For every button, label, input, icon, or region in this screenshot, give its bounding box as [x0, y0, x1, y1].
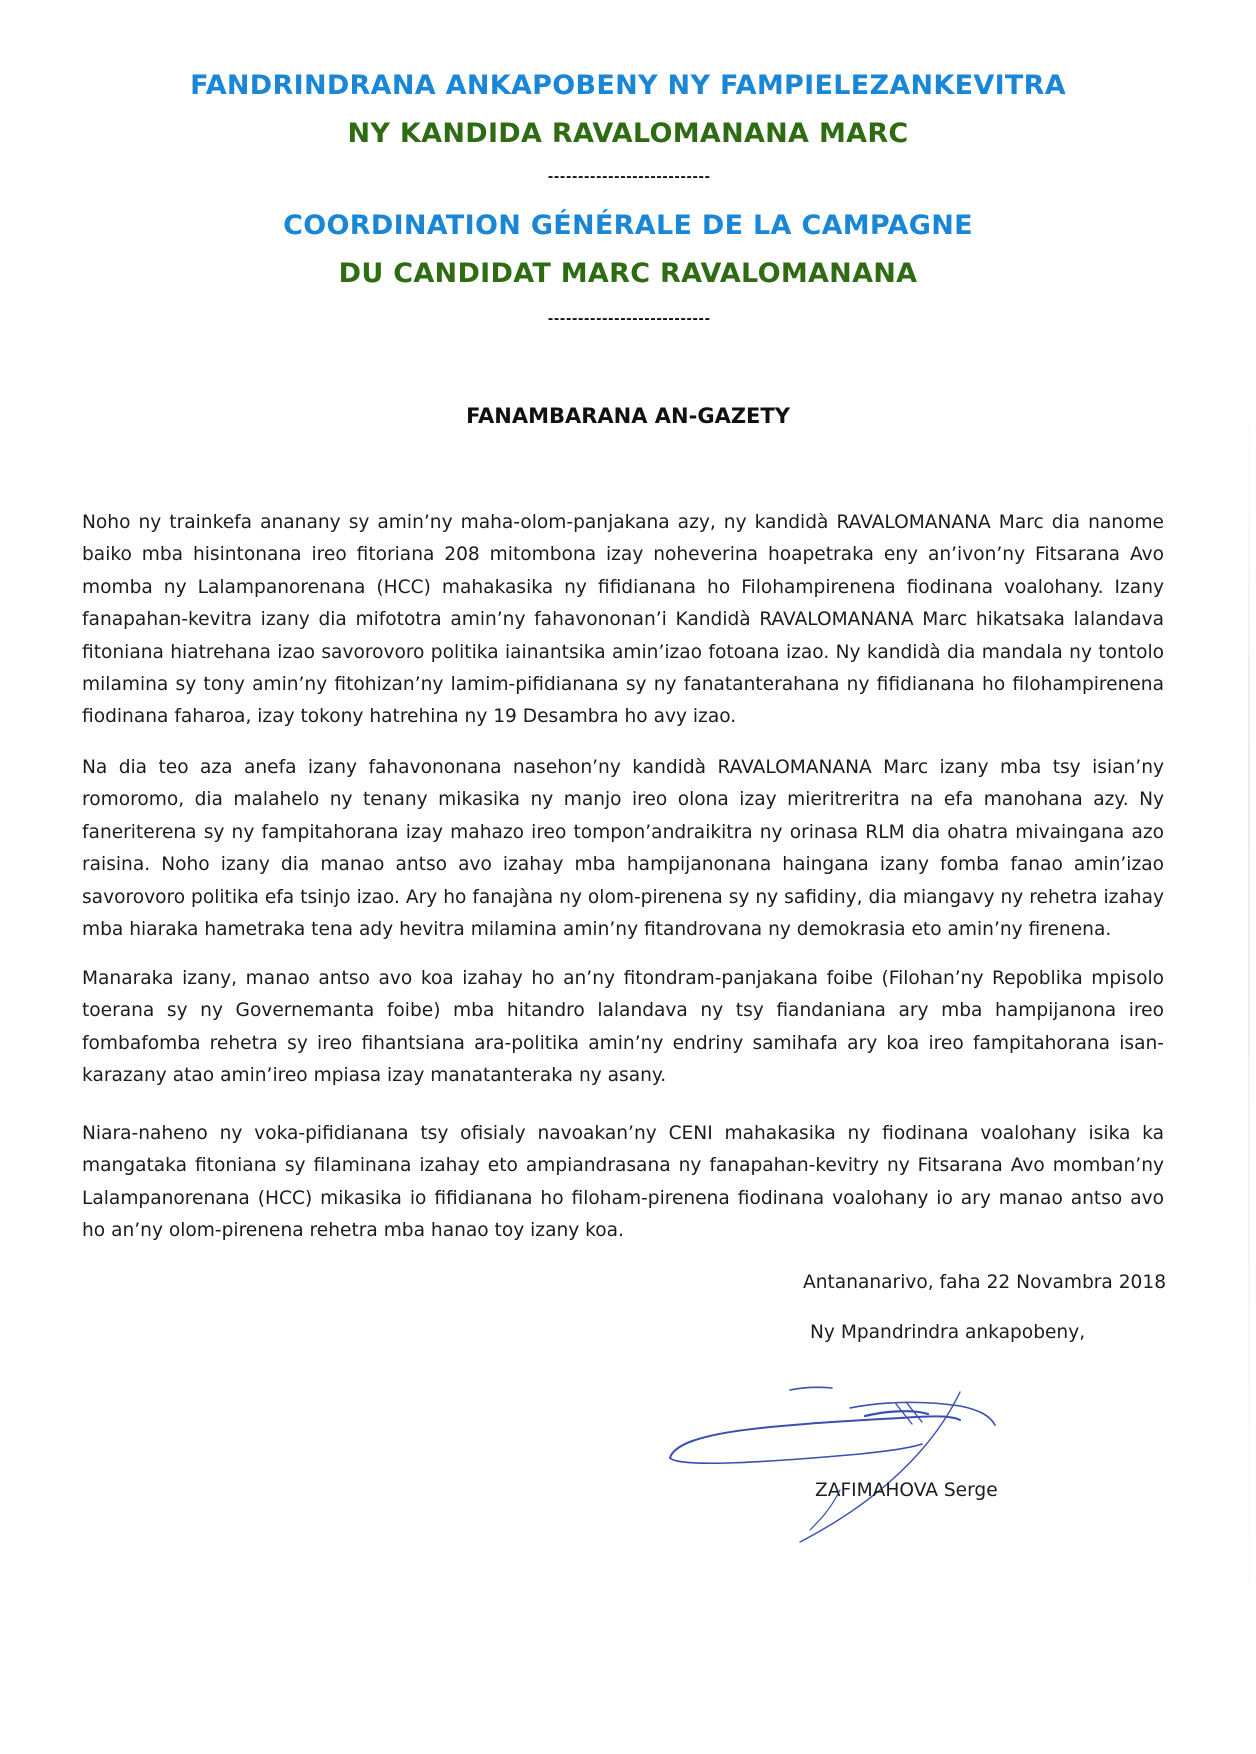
paragraph-3: Manaraka izany, manao antso avo koa izahay ho an’ny fitondram-panjakana foibe (Filohan’ny Repoblika mpisolo toerana sy ny Governemanta foibe) mba hitandro lalandava ny tsy fiandaniana ary mba hampijanona ireo fombafomba rehetra sy ireo fihantsiana ara-politika amin’ny endriny samihafa ary koa ireo fampitahorana isan-karazany atao amin’ireo mpiasa izay manatanteraka ny asany.: [82, 968, 1164, 1087]
header-organization-fr: COORDINATION GÉNÉRALE DE LA CAMPAGNE: [283, 210, 973, 241]
header-separator: ---------------------------: [546, 170, 710, 185]
paragraph-2: Na dia teo aza anefa izany fahavononana nasehon’ny kandidà RAVALOMANANA Marc izany mba tsy isian’ny romoromo, dia malahelo ny tenany mikasika ny manjo ireo olona izay mieritreritra na efa manohana azy. Ny faneriterena sy ny fampitahorana izay mahazo ireo tompon’andraikitra ny orinasa RLM dia ohatra mivaingana azo raisina. Noho izany dia manao antso avo izahay mba hampijanonana haingana izany fomba fanao amin’izao savorovoro politika efa tsinjo izao. Ary ho fanajàna ny olom-pirenena sy ny safidiny, dia miangavy ny rehetra izahay mba hiaraka hametraka tena ady hevitra milamina amin’ny fitandrovana ny demokrasia eto amin’ny firenena.: [82, 757, 1164, 941]
paragraph-1: Noho ny trainkefa ananany sy amin’ny maha-olom-panjakana azy, ny kandidà RAVALOMANANA Marc dia nanome baiko mba hisintonana ireo fitoriana 208 mitombona izay noheverina hoapetraka eny an’ivon’ny Fitsarana Avo momba ny Lalampanorenana (HCC) mahakasika ny fifidianana ho Filohampirenena fiodinana voalohany. Izany fanapahan-kevitra izany dia mifototra amin’ny fahavononan’i Kandidà RAVALOMANANA Marc hikatsaka lalandava fitoniana hiatrehana izao savorovoro politika iainantsika amin’izao fotoana izao. Ny kandidà dia mandala ny tontolo milamina sy tony amin’ny fitohizan’ny lamim-pifidianana sy ny fanatanterahana ny fifidianana ho filohampirenena fiodinana faharoa, izay tokony hatrehina ny 19 Desambra ho avy izao.: [82, 512, 1164, 728]
header-candidate-fr: DU CANDIDAT MARC RAVALOMANANA: [338, 258, 918, 289]
document-title: FANAMBARANA AN-GAZETY: [466, 404, 790, 428]
header-organization-mg: FANDRINDRANA ANKAPOBENY NY FAMPIELEZANKEVITRA: [190, 70, 1066, 101]
paragraph-4: Niara-naheno ny voka-pifidianana tsy ofisialy navoakan’ny CENI mahakasika ny fiodinana voalohany isika ka mangataka fitoniana sy filaminana izahay eto ampiandrasana ny fanapahan-kevitry ny Fitsarana Avo momban’ny Lalampanorenana (HCC) mikasika io fifidianana ho filoham-pirenena fiodinana voalohany io ary manao antso avo ho an’ny olom-pirenena rehetra mba hanao toy izany koa.: [82, 1123, 1164, 1242]
signer-title: Ny Mpandrindra ankapobeny,: [810, 1322, 1086, 1343]
place-date: Antananarivo, faha 22 Novambra 2018: [803, 1272, 1167, 1293]
signer-name: ZAFIMAHOVA Serge: [815, 1480, 998, 1501]
scan-edge-shadow: [1248, 380, 1250, 1680]
header-candidate-mg: NY KANDIDA RAVALOMANANA MARC: [347, 118, 909, 149]
header-separator: ---------------------------: [546, 312, 710, 327]
handwritten-signature: [660, 1370, 1000, 1550]
